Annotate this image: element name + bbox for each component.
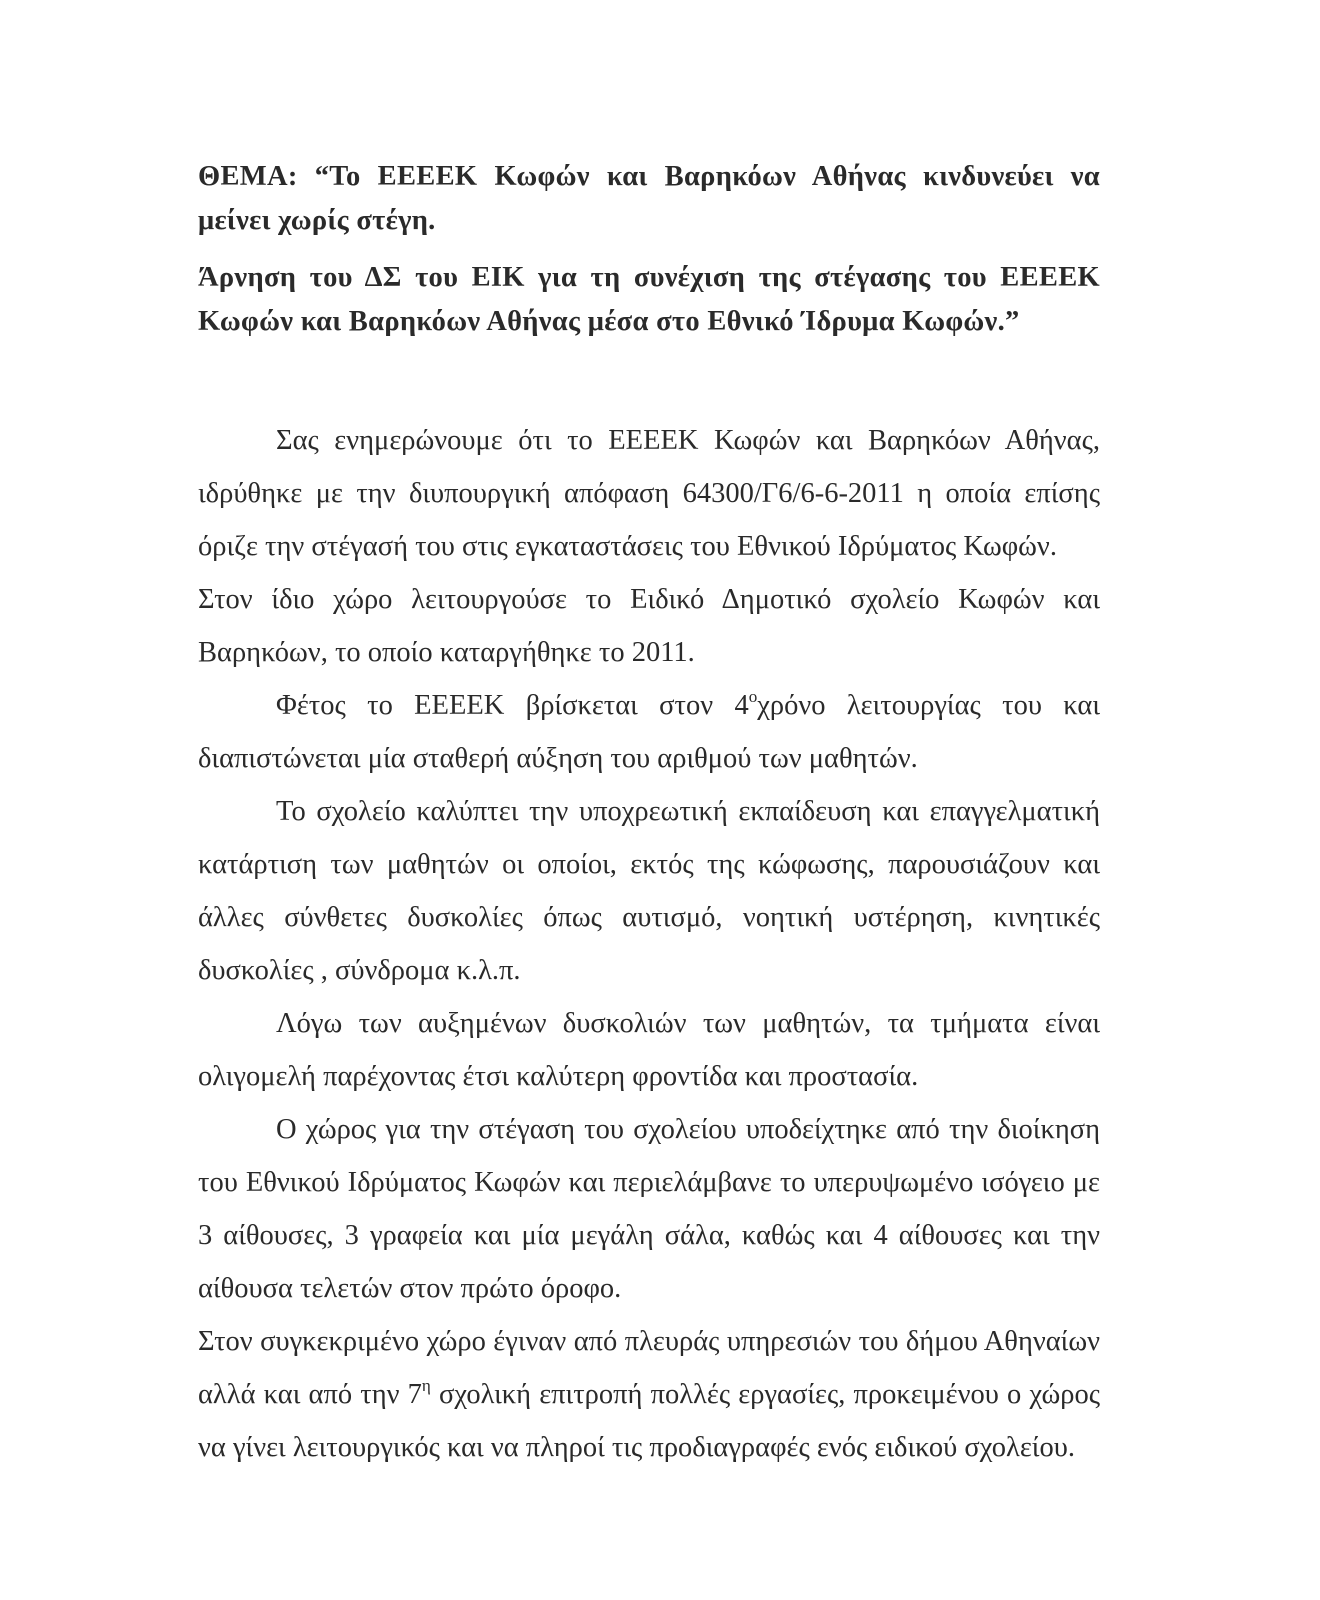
paragraph-fourth-year [198, 679, 1100, 785]
subject-line: ΘΕΜΑ: “Το ΕΕΕΕΚ Κωφών και Βαρηκόων Αθήνας κινδυνεύει να μείνει χωρίς στέγη. [198, 161, 1100, 236]
paragraph-small-classes: Λόγω των αυξημένων δυσκολιών των μαθητών, τα τμήματα είναι ολιγομελή παρέχοντας έτσι καλύτερη φροντίδα και προστασία. [198, 1008, 1100, 1092]
ordinal-superscript: ο [748, 687, 758, 707]
letter-body [198, 414, 1100, 1474]
paragraph-former-school: Στον ίδιο χώρο λειτουργούσε το Ειδικό Δημοτικό σχολείο Κωφών και Βαρηκόων, το οποίο καταργήθηκε το 2011. [198, 584, 1100, 668]
paragraph-text: Φέτος το ΕΕΕΕΚ βρίσκεται στον 4 [276, 690, 749, 721]
subject-block [198, 155, 1100, 344]
paragraph-text: Στον συγκεκριμένο χώρο έγιναν από πλευράς υπηρεσιών του δήμου Αθηναίων αλλά και από την 7 [198, 1326, 1100, 1410]
ordinal-superscript: η [421, 1376, 431, 1396]
paragraph-text: σχολική επιτροπή πολλές εργασίες, προκειμένου ο χώρος να γίνει λειτουργικός και να πληροί τις προδιαγραφές ενός ειδικού σχολείου. [198, 1379, 1100, 1463]
paragraph-premises: Ο χώρος για την στέγαση του σχολείου υποδείχτηκε από την διοίκηση του Εθνικού Ιδρύματος Κωφών και περιελάμβανε το υπερυψωμένο ισόγειο με 3 αίθουσες, 3 γραφεία και μία μεγάλη σάλα, καθώς και 4 αίθουσες και την αίθουσα τελετών στον πρώτο όροφο. [198, 1114, 1100, 1304]
subject-detail: Άρνηση του ΔΣ του ΕΙΚ για τη συνέχιση της στέγασης του ΕΕΕΕΚ Κωφών και Βαρηκόων Αθήνας μέσα στο Εθνικό Ίδρυμα Κωφών.” [198, 262, 1100, 337]
paragraph-education: Το σχολείο καλύπτει την υποχρεωτική εκπαίδευση και επαγγελματική κατάρτιση των μαθητών οι οποίοι, εκτός της κώφωσης, παρουσιάζουν και άλλες σύνθετες δυσκολίες όπως αυτισμό, νοητική υστέρηση, κινητικές δυσκολίες , σύνδρομα κ.λ.π. [198, 796, 1100, 986]
paragraph-founding: Σας ενημερώνουμε ότι το ΕΕΕΕΚ Κωφών και Βαρηκόων Αθήνας, ιδρύθηκε με την διυπουργική απόφαση 64300/Γ6/6-6-2011 η οποία επίσης όριζε την στέγασή του στις εγκαταστάσεις του Εθνικού Ιδρύματος Κωφών. [198, 425, 1100, 562]
paragraph-works [198, 1315, 1100, 1474]
paragraph-text: χρόνο λειτουργίας του και διαπιστώνεται μία σταθερή αύξηση του αριθμού των μαθητών. [198, 690, 1100, 774]
